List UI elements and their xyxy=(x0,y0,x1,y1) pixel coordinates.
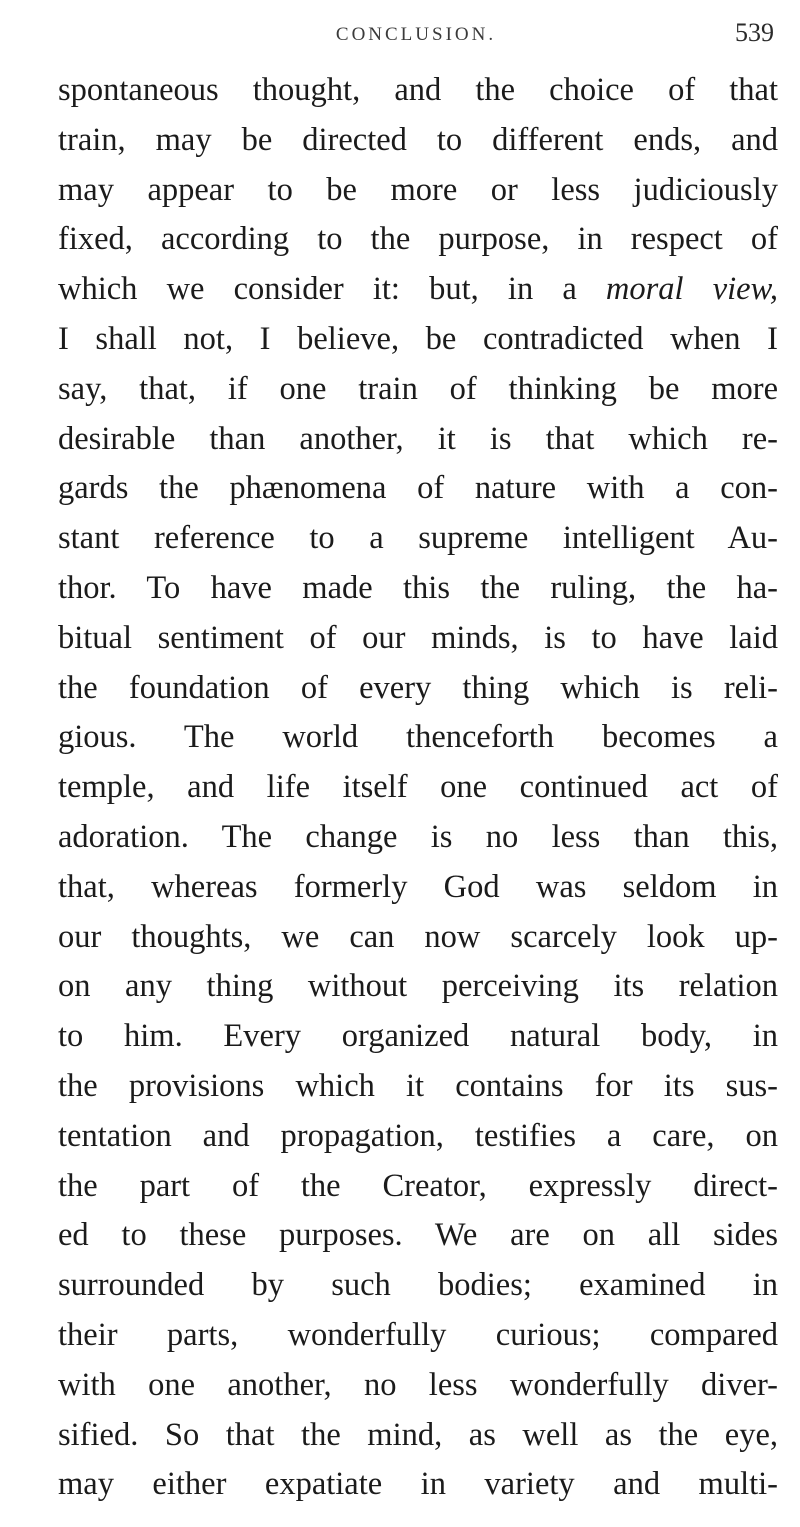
text-line: temple, and life itself one continued act of xyxy=(58,769,778,806)
text-line: bitual sentiment of our minds, is to have laid xyxy=(58,619,778,656)
text-line: spontaneous thought, and the choice of that xyxy=(58,72,778,108)
text-line: the provisions which it contains for its sus- xyxy=(58,1067,778,1104)
text-line: gious. The world thenceforth becomes a xyxy=(58,719,778,756)
text-line: train, may be directed to different ends, and xyxy=(58,121,778,158)
text-line: to him. Every organized natural body, in xyxy=(58,1018,778,1055)
text-line: the foundation of every thing which is reli- xyxy=(58,669,778,706)
italic-phrase: moral view, xyxy=(605,271,778,308)
running-head-title: CONCLUSION. xyxy=(335,24,497,45)
text-line: thor. To have made this the ruling, the ha- xyxy=(58,569,778,606)
text-line: on any thing without perceiving its relation xyxy=(58,968,778,1005)
body-text xyxy=(58,66,778,1510)
text-line-with-italic xyxy=(58,265,778,315)
text-line: ed to these purposes. We are on all sides xyxy=(58,1217,778,1254)
text-line: our thoughts, we can now scarcely look up- xyxy=(58,918,778,955)
text-line: with one another, no less wonderfully diver- xyxy=(58,1366,778,1403)
text-line: that, whereas formerly God was seldom in xyxy=(58,868,778,905)
text-line: adoration. The change is no less than this, xyxy=(58,818,778,855)
running-head xyxy=(58,18,774,58)
text-line: may appear to be more or less judiciously xyxy=(58,171,778,208)
text-line: gards the phænomena of nature with a con- xyxy=(58,470,778,507)
text-line: sified. So that the mind, as well as the eye, xyxy=(58,1416,778,1453)
text-line: stant reference to a supreme intelligent Au- xyxy=(58,520,778,557)
text-line: may either expatiate in variety and multi- xyxy=(58,1466,778,1503)
page-number: 539 xyxy=(735,18,774,47)
text-line: say, that, if one train of thinking be more xyxy=(58,370,778,407)
text-line: tentation and propagation, testifies a care, on xyxy=(58,1117,778,1154)
text-line: I shall not, I believe, be contradicted when I xyxy=(58,320,778,357)
text-line: surrounded by such bodies; examined in xyxy=(58,1267,778,1304)
text-line-segment: which we consider it: but, in a xyxy=(58,271,606,308)
text-line: their parts, wonderfully curious; compared xyxy=(58,1316,778,1353)
text-line: desirable than another, it is that which re- xyxy=(58,420,778,457)
text-line: fixed, according to the purpose, in respect of xyxy=(58,221,778,258)
text-line: the part of the Creator, expressly direct- xyxy=(58,1167,778,1204)
